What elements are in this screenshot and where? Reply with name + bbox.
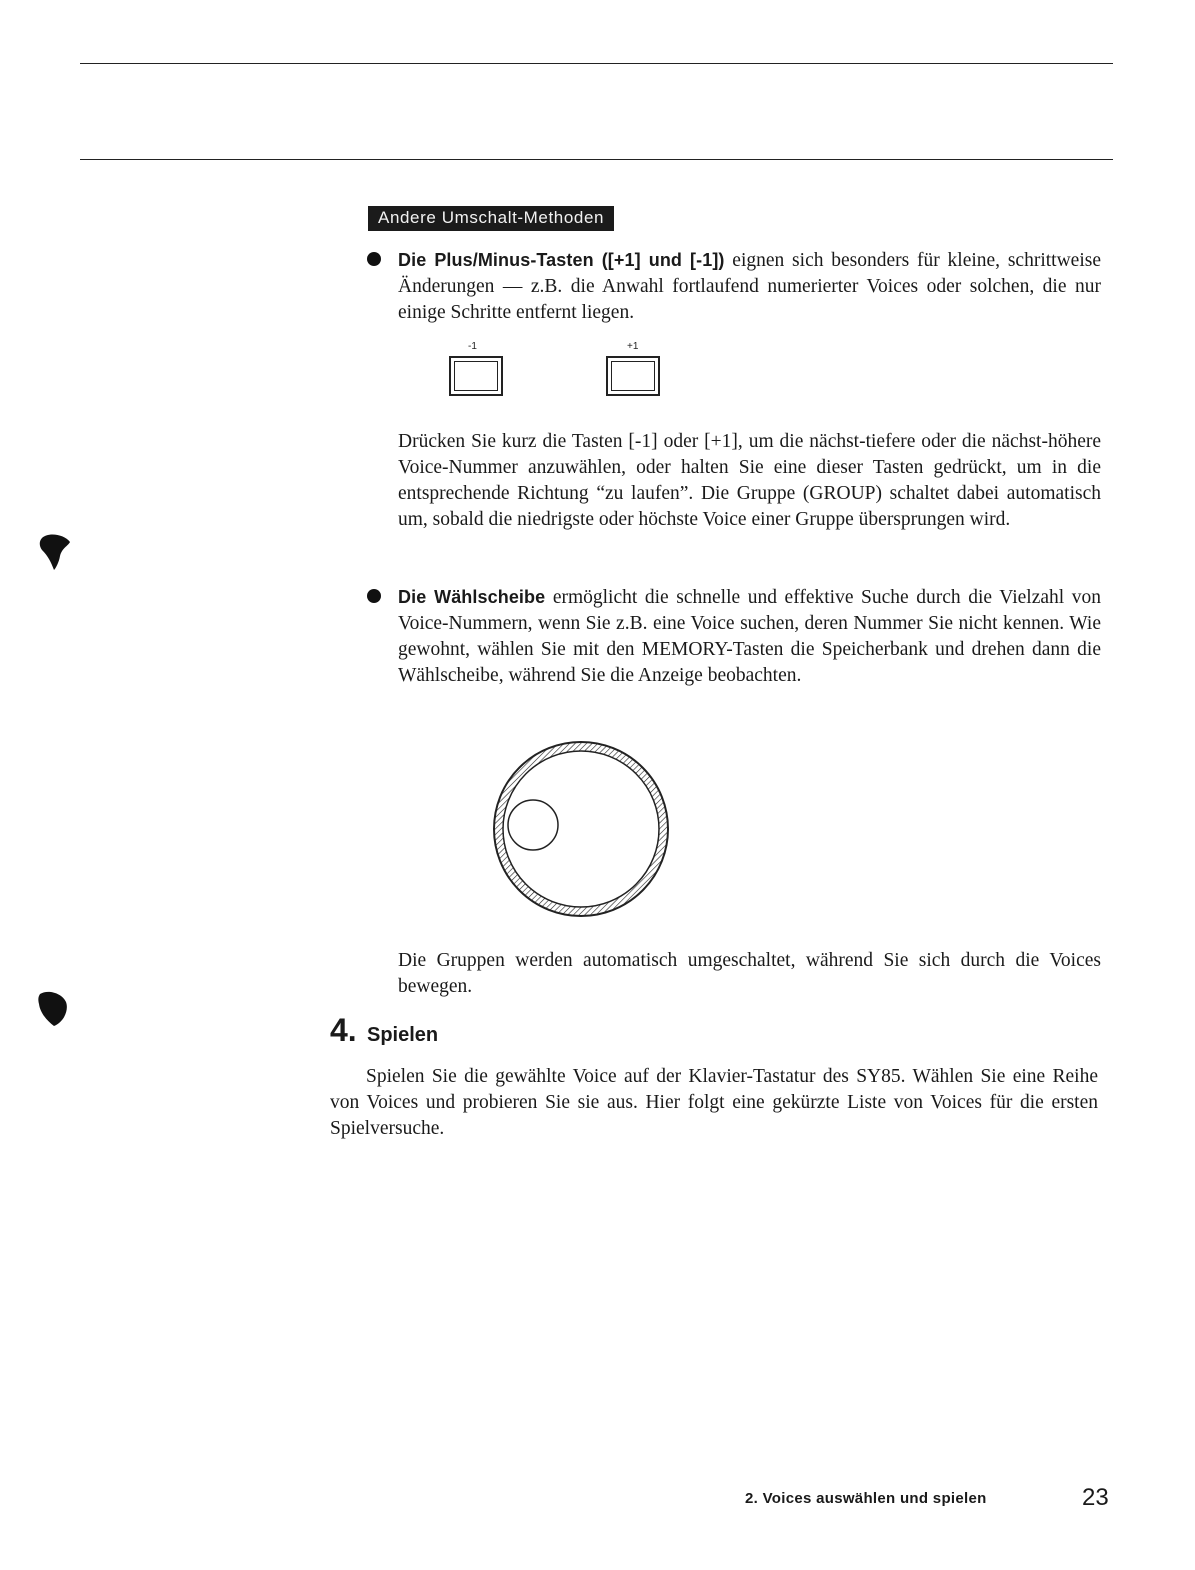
punch-hole-mark-upper	[38, 532, 72, 572]
data-entry-dial-icon	[488, 734, 674, 924]
plus-key-label: +1	[627, 341, 639, 352]
page-number: 23	[1082, 1484, 1109, 1511]
punch-hole-mark-lower	[36, 990, 70, 1030]
header-rule-bottom	[80, 159, 1113, 160]
plus-one-key-icon	[606, 356, 660, 396]
section-number: 4.	[330, 1012, 357, 1048]
group-switch-paragraph: Die Gruppen werden automatisch umgeschaltet, während Sie sich durch die Voices bewegen.	[398, 950, 1101, 997]
minus-one-key-icon	[449, 356, 503, 396]
dial-paragraph	[398, 584, 1101, 689]
plus-minus-text: eignen sich besonders für kleine, schrittweise Änderungen — z.B. die Anwahl fortlaufend numerierter Voices oder solchen, die nur einige Schritte entfernt liegen.	[398, 250, 1101, 323]
section-tab-label: Andere Umschalt-Methoden	[368, 206, 614, 231]
minus-key-label: -1	[468, 341, 477, 352]
dial-text: ermöglicht die schnelle und effektive Suche durch die Vielzahl von Voice-Nummern, wenn Sie z.B. eine Voice suchen, deren Nummer Sie nicht kennen. Wie gewohnt, wählen Sie mit den MEMORY-Tasten die Speicherbank und drehen dann die Wählscheibe, während Sie die Anzeige beobachten.	[398, 587, 1102, 686]
plus-minus-title: Die Plus/Minus-Tasten ([+1] und [-1])	[398, 250, 725, 270]
dial-title: Die Wählscheibe	[398, 587, 546, 607]
play-paragraph: Spielen Sie die gewählte Voice auf der Klavier-Tastatur des SY85. Wählen Sie eine Reihe von Voices und probieren Sie sie aus. Hier folgt eine gekürzte Liste von Voices für die ersten Spielversuche.	[330, 1066, 1098, 1139]
plus-minus-paragraph	[398, 247, 1101, 326]
footer-chapter-title: 2. Voices auswählen und spielen	[745, 1490, 987, 1507]
bullet-icon	[367, 252, 381, 266]
header-rule-top	[80, 63, 1113, 64]
key-usage-paragraph: Drücken Sie kurz die Tasten [-1] oder [+1], um die nächst-tiefere oder die nächst-höhere Voice-Nummer anzuwählen, oder halten Sie eine dieser Tasten gedrückt, um in die entsprechende Richtung “zu laufen”. Die Gruppe (GROUP) schaltet dabei automatisch um, sobald die niedrigste oder höchste Voice einer Gruppe übersprungen wird.	[398, 431, 1101, 530]
bullet-icon	[367, 589, 381, 603]
section-title: Spielen	[367, 1024, 439, 1046]
